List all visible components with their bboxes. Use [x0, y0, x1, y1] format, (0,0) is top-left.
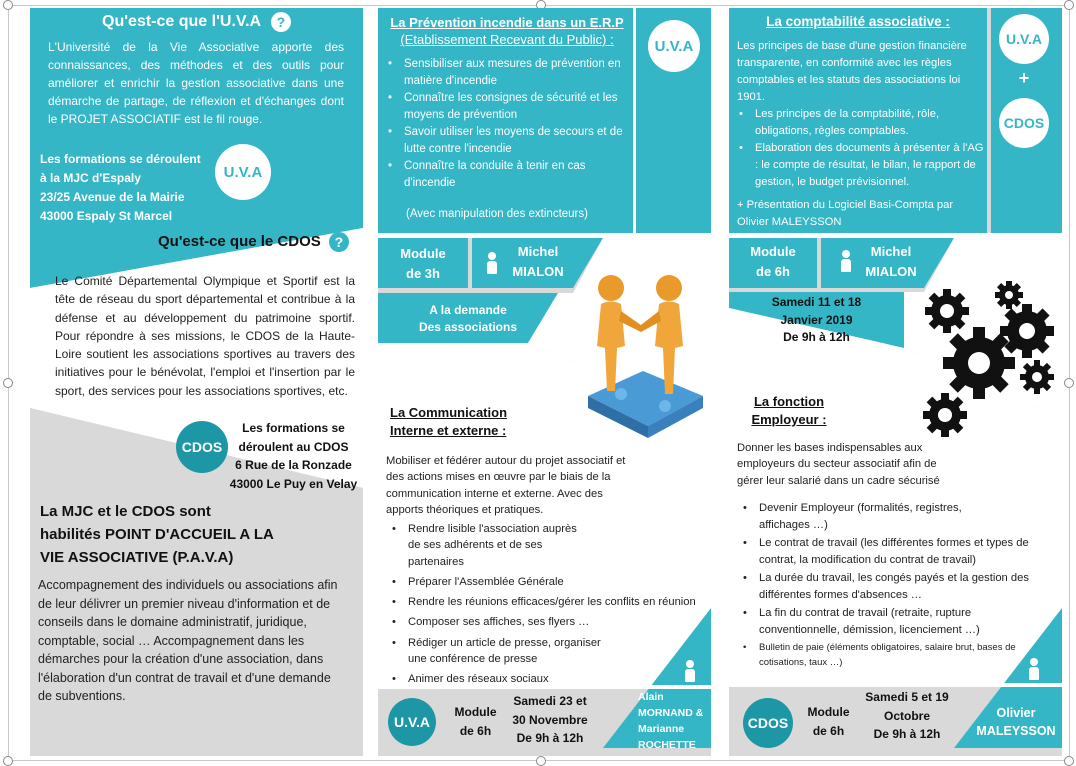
communication-item: • Rédiger un article de presse, organiser une conférence de presse: [386, 635, 621, 668]
accounting-item: • Elaboration des documents à présenter à l'AG : le compte de résultat, le bilan, le rapport de gestion, le budget prévisionnel.: [733, 140, 985, 191]
cdos-location: [226, 419, 361, 493]
plus-sign: +: [1018, 68, 1030, 88]
employer-title: [739, 393, 839, 429]
session-date-line: Samedi 23 et: [513, 694, 587, 708]
panel-left: [30, 8, 363, 756]
trainer-line: Michel: [870, 244, 912, 259]
session-date-line: Samedi 11 et 18: [771, 295, 862, 309]
uva-location-line: 23/25 Avenue de la Mairie: [40, 190, 185, 204]
employer-item: • Devenir Employeur (formalités, registres, affichages …): [737, 500, 967, 533]
erp-list: [382, 56, 632, 192]
panel-right: [729, 8, 1062, 756]
trainer-icon: [485, 252, 499, 274]
uva-location-line: à la MJC d'Espaly: [40, 171, 141, 185]
trainer-icon: [1027, 658, 1041, 680]
session-date-line: De 9h à 12h: [516, 731, 584, 745]
communication-title-line: La Communication: [390, 405, 508, 420]
cdos-badge: CDOS: [999, 98, 1049, 148]
cdos-title-text: Qu'est-ce que le CDOS: [158, 232, 321, 250]
session-date-line: Samedi 5 et 19: [865, 690, 949, 704]
cdos-location-line: 6 Rue de la Ronzade: [235, 458, 352, 472]
communication-item: • Composer ses affiches, ses flyers …: [386, 614, 711, 630]
uva-badge: U.V.A: [215, 144, 271, 200]
module-line: de 6h: [812, 724, 845, 738]
employer-title-line: La fonction: [753, 394, 825, 409]
module-duration: [448, 703, 503, 741]
uva-section-title: [30, 12, 363, 32]
session-date-line: Janvier 2019: [780, 312, 853, 327]
resize-handle-bl[interactable]: [3, 756, 13, 766]
pava-title-line: habilités POINT D'ACCUEIL A LA: [40, 526, 274, 543]
employer-item: • La fin du contrat de travail (retraite, rupture conventionnelle, démission, licenciement …): [737, 605, 1002, 638]
resize-handle-bm[interactable]: [536, 756, 546, 766]
module-line: de 6h: [459, 724, 492, 738]
pava-description: Accompagnement des individuels ou associations afin de leur délivrer un premier niveau d'information et de conseils dans le domaine administratif, juridique, comptable, social … Accompagnement dans les démarches pour la création d'une association, dans l'élaboration d'un contrat de travail et d'une demande de subventions.: [38, 578, 338, 703]
employer-title-line: Employeur :: [751, 412, 827, 427]
pava-title: [40, 500, 350, 569]
resize-handle-ml[interactable]: [3, 378, 13, 388]
accounting-item: • Les principes de la comptabilité, rôle, obligations, règles comptables.: [733, 106, 985, 140]
accounting-title: La comptabilité associative :: [766, 14, 950, 29]
erp-note: (Avec manipulation des extincteurs): [406, 208, 588, 220]
erp-item: • Savoir utiliser les moyens de secours et de lutte contre l'incendie: [382, 124, 632, 158]
cdos-section-title: [158, 232, 349, 252]
erp-title-line: La Prévention incendie dans un E.R.P: [390, 15, 624, 30]
uva-badge: U.V.A: [648, 20, 700, 72]
communication-intro: Mobiliser et fédérer autour du projet associatif et des actions mises en œuvre par le biais de la communication interne et externe. Avec des apports théoriques et pratiques.: [386, 455, 626, 516]
resize-handle-tr[interactable]: [1064, 0, 1074, 10]
module-line: Module: [750, 244, 796, 259]
communication-item: • Rendre lisible l'association auprès de ses adhérents et de ses partenaires: [386, 521, 591, 570]
uva-badge: U.V.A: [999, 14, 1049, 64]
employer-item: • La durée du travail, les congés payés et la gestion des différentes formes d'absences …: [737, 570, 1055, 603]
module-line: de 3h: [406, 266, 440, 281]
cdos-location-line: Les formations se: [242, 421, 345, 435]
communication-item: • Préparer l'Assemblée Générale: [386, 574, 711, 590]
erp-title-line: (Etablissement Recevant du Public) :: [400, 32, 614, 47]
uva-location: [40, 150, 230, 226]
uva-badge: U.V.A: [388, 698, 436, 746]
cdos-description: Le Comité Départemental Olympique et Sportif est la tête de réseau du sport départemental et contribue à la défense et au développement du patrimoine sportif. Pour répondre à ses missions, le CDOS de la Haute-Loire soutient les associations sportives au travers des initiatives pour le bénévolat, l'emploi et l'insertion par le sport, des services pour les associations sportives, etc.: [55, 274, 355, 398]
cdos-badge: CDOS: [176, 421, 228, 473]
session-date-line: Octobre: [883, 708, 930, 723]
trainer-line: Michel: [517, 244, 559, 259]
communication-title: [390, 404, 507, 440]
module-line: Module: [400, 246, 446, 261]
session-dates: [759, 294, 874, 347]
resize-handle-tl[interactable]: [3, 0, 13, 10]
cdos-location-line: déroulent au CDOS: [238, 439, 349, 454]
uva-location-line: Les formations se déroulent: [40, 152, 201, 166]
module-line: Module: [807, 705, 850, 719]
employer-item: • Bulletin de paie (éléments obligatoires, salaire brut, bases de cotisations, taux …): [737, 640, 1027, 670]
trainer-line: ROCHETTE: [638, 739, 696, 751]
handshake-puzzle-illustration: [573, 266, 708, 446]
erp-item: • Connaître les consignes de sécurité et les moyens de prévention: [382, 90, 632, 124]
trainer-line: MIALON: [865, 264, 917, 279]
communication-list: [386, 521, 711, 688]
divider: [729, 233, 1062, 238]
on-demand-line: A la demande: [429, 303, 507, 317]
divider: [729, 683, 1062, 687]
communication-title-line: Interne et externe :: [390, 423, 507, 438]
pava-title-line: La MJC et le CDOS sont: [40, 503, 211, 520]
module-line: Module: [454, 705, 497, 719]
trainer-line: MALEYSSON: [976, 724, 1056, 738]
trainer-line: Olivier: [996, 706, 1036, 720]
erp-item: • Connaître la conduite à tenir en cas d'incendie: [382, 158, 632, 192]
accounting-list: [733, 106, 985, 191]
accounting-intro: Les principes de base d'une gestion financière transparente, en conformité avec les règles comptables et les statuts des associations loi 1901.: [737, 40, 967, 103]
pava-title-line: VIE ASSOCIATIVE (P.A.V.A): [40, 549, 234, 566]
resize-handle-mr[interactable]: [1064, 378, 1074, 388]
session-dates: [857, 688, 957, 744]
trainer-name: [638, 689, 710, 753]
uva-description: L'Université de la Vie Associative apporte des connaissances, des méthodes et des outils pour améliorer et enrichir la gestion associative dans une démarche de partage, de réflexion et d'échanges dont le PROJET ASSOCIATIF est le fil rouge.: [48, 40, 344, 126]
uva-location-line: 43000 Espaly St Marcel: [40, 209, 173, 223]
communication-item: • Rendre les réunions efficaces/gérer les conflits en réunion: [386, 594, 711, 610]
erp-title: [378, 14, 636, 48]
erp-item: • Sensibiliser aux mesures de prévention en matière d'incendie: [382, 56, 632, 90]
communication-item: • Animer des réseaux sociaux: [386, 671, 711, 687]
cdos-badge: CDOS: [743, 698, 793, 748]
module-duration: [378, 244, 468, 284]
session-date-line: De 9h à 12h: [783, 330, 850, 344]
module-duration: [801, 703, 856, 741]
trainer-line: Alain: [638, 691, 664, 703]
uva-title-text: Qu'est-ce que l'U.V.A: [102, 13, 261, 31]
employer-item: • Le contrat de travail (les différentes formes et types de contrat, la modification du contrat de travail): [737, 535, 1055, 568]
trainer-line: MORNAND &: [638, 707, 704, 719]
session-dates: [500, 692, 600, 748]
divider: [378, 233, 711, 238]
employer-list: [737, 500, 1055, 670]
question-icon: ?: [271, 12, 291, 32]
gears-illustration: [919, 273, 1059, 448]
question-icon: ?: [329, 232, 349, 252]
trainer-icon: [683, 660, 697, 682]
employer-intro: Donner les bases indispensables aux employeurs du secteur associatif afin de gérer leur salarié dans un cadre sécurisé: [737, 442, 940, 487]
session-date-line: 30 Novembre: [512, 712, 588, 727]
module-duration: [729, 242, 817, 282]
session-date-line: De 9h à 12h: [873, 727, 941, 741]
module-line: de 6h: [756, 264, 790, 279]
on-demand-note: [398, 302, 538, 336]
cdos-location-line: 43000 Le Puy en Velay: [229, 476, 358, 491]
trainer-line: Marianne: [638, 723, 685, 735]
trainer-name: [498, 242, 578, 282]
resize-handle-br[interactable]: [1064, 756, 1074, 766]
on-demand-line: Des associations: [418, 320, 518, 334]
trainer-line: MIALON: [512, 264, 564, 279]
accounting-extra: + Présentation du Logiciel Basi-Compta par Olivier MALEYSSON: [737, 199, 954, 228]
panel-middle: [378, 8, 711, 756]
trainer-name: [971, 704, 1061, 740]
